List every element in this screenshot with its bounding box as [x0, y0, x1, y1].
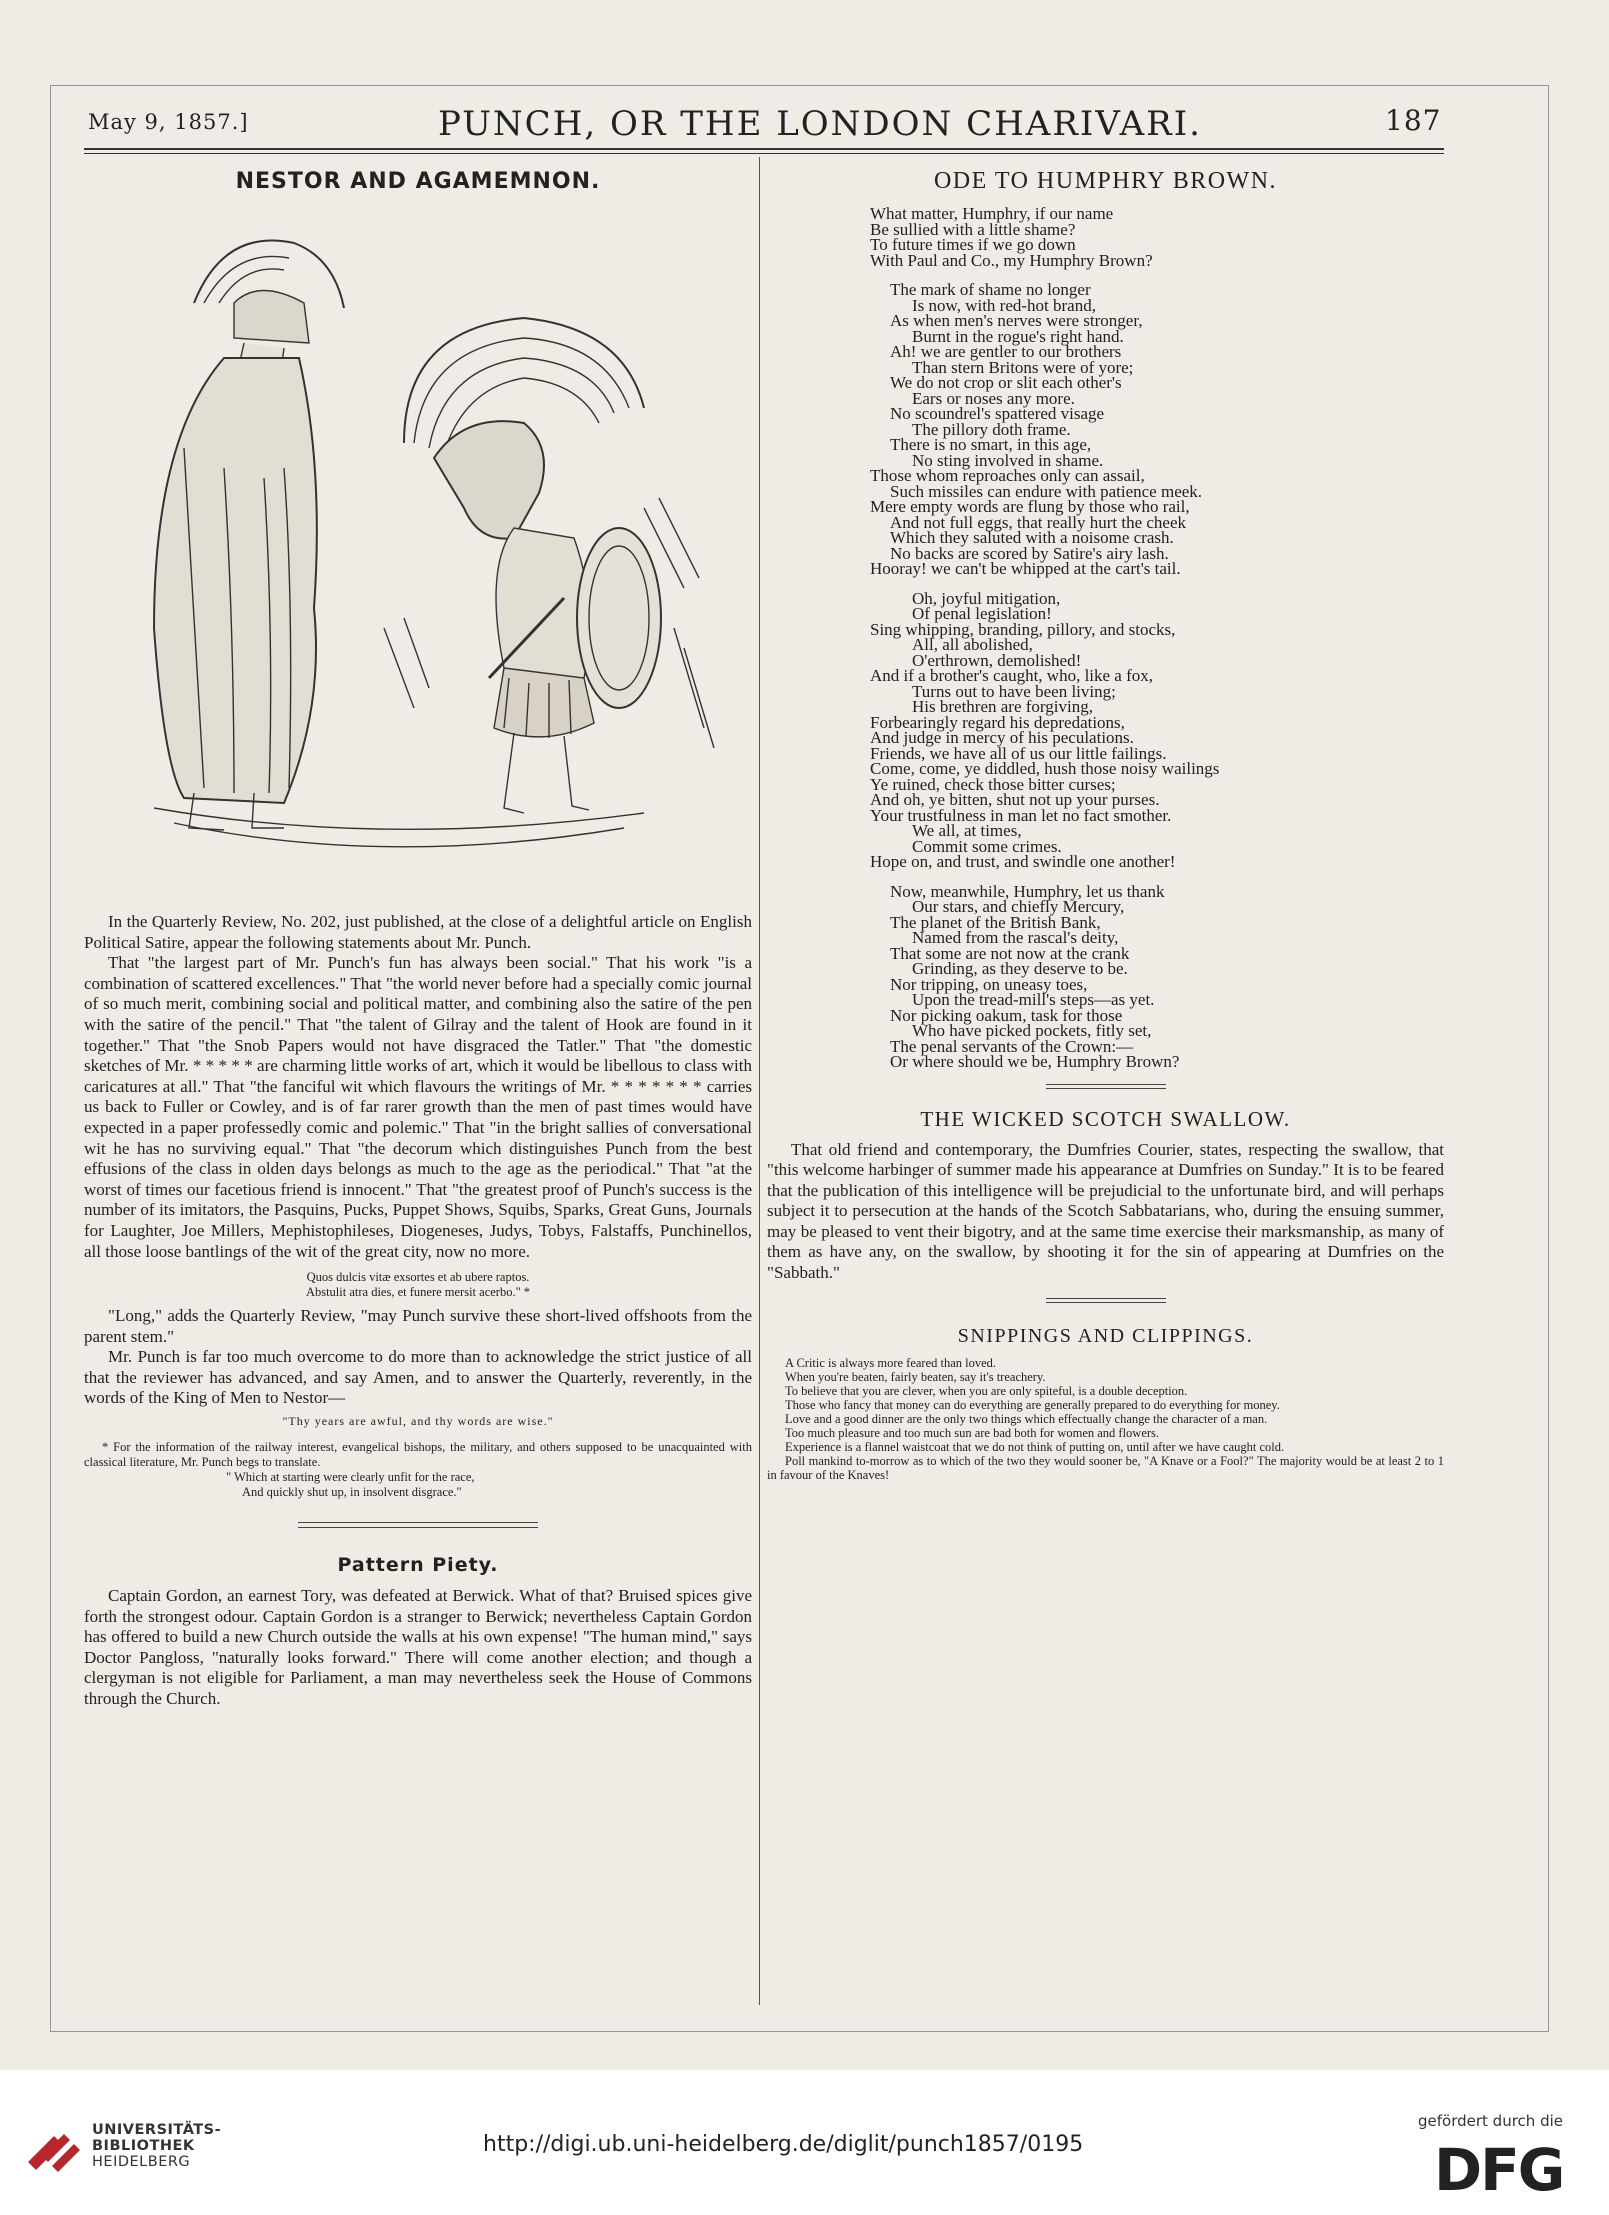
- verse-line: Nor tripping, on uneasy toes,: [890, 974, 1088, 994]
- snippings-list: [767, 1356, 1444, 1482]
- verse-line: Grinding, as they deserve to be.: [912, 959, 1128, 978]
- header-page-number: 187: [1385, 104, 1442, 137]
- paragraph: That "the largest part of Mr. Punch's fun has always been social." That his work "is a combination of scattered excellences." That "the world never before had a specially comic journal of so much merit, combining social and political matter, and combining also the satire of the pen with the satire of the pencil." That "the talent of Gilray and the talent of Hook are found in it together." That "the Snob Papers would not have disgraced the Tatler." That "the domestic sketches of Mr. * * * * * are charming little works of art, which it would be libellous to class with caricatures at all." That "the fanciful wit which flavours the writings of Mr. * * * * * * * carries us back to Fuller or Cowley, and is of far rarer growth than the men of past times would have expected in a paper professedly comic and polemic." That "in the bright sallies of conversational wit he has no surviving equal." That "the decorum which distinguishes Punch from the best effusions of the class in olden days belongs as much to the age as the periodical." That "at the worst of times our facetious friend is innocent." That "the greatest proof of Punch's success is the number of its imitators, the Pasquins, Pucks, Puppet Shows, Squibs, Sparks, Great Guns, Journals for Laughter, Joe Millers, Mephistophileses, Diogeneses, Judys, Tobys, Falstaffs, Punchinellos, all those loose bantlings of the wit of the great city, now no more.: [84, 953, 752, 1261]
- paragraph: Captain Gordon, an earnest Tory, was defeated at Berwick. What of that? Bruised spices give forth the strongest odour. Captain Gordon is a stranger to Berwick; nevertheless Captain Gordon has offered to build a new Church outside the walls at his own expense! "The human mind," says Doctor Pangloss, "naturally looks forward." There will come another election; and though a clergyman is not eligible for Parliament, a man may nevertheless seek the House of Commons through the Church.: [84, 1586, 752, 1709]
- verse-line: What matter, Humphry, if our name: [870, 204, 1114, 223]
- verse-line: Who have picked pockets, fitly set,: [912, 1021, 1152, 1040]
- verse-line: And not full eggs, that really hurt the cheek: [890, 512, 1186, 532]
- verse-line: There is no smart, in this age,: [890, 435, 1092, 454]
- snippings-title: SNIPPINGS AND CLIPPINGS.: [957, 1324, 1254, 1347]
- motto-line: "Thy years are awful, and thy words are wise.": [282, 1414, 554, 1429]
- snipping-item: Those who fancy that money can do everything are generally prepared to do everything for money.: [785, 1397, 1280, 1412]
- verse-line: Than stern Britons were of yore;: [912, 357, 1134, 377]
- library-name-line: BIBLIOTHEK: [92, 2138, 195, 2154]
- swallow-body: [767, 1140, 1444, 1284]
- snipping-item: To believe that you are clever, when you are only spiteful, is a double deception.: [785, 1383, 1188, 1398]
- ode-stanza: [870, 588, 1444, 871]
- article-title-nestor: NESTOR AND AGAMEMNON.: [235, 169, 601, 194]
- snipping-item: When you're beaten, fairly beaten, say it's treachery.: [785, 1369, 1046, 1384]
- left-column: [84, 162, 752, 1710]
- swallow-title: THE WICKED SCOTCH SWALLOW.: [920, 1106, 1291, 1131]
- verse-line: His brethren are forgiving,: [912, 697, 1093, 716]
- verse-line: Now, meanwhile, Humphry, let us thank: [890, 881, 1165, 901]
- verse-line: Those whom reproaches only can assail,: [870, 466, 1145, 485]
- verse-line: Commit some crimes.: [912, 836, 1062, 856]
- verse-line: No backs are scored by Satire's airy lash.: [890, 543, 1169, 563]
- verse-line: And judge in mercy of his peculations.: [870, 728, 1134, 747]
- verse-line: Which they saluted with a noisome crash.: [890, 528, 1174, 547]
- header-rule: [84, 148, 1444, 150]
- ode-title: ODE TO HUMPHRY BROWN.: [933, 168, 1278, 194]
- snipping-item: A Critic is always more feared than loved.: [785, 1355, 997, 1370]
- article-title-pattern-piety: Pattern Piety.: [337, 1554, 499, 1577]
- latin-line: Quos dulcis vitæ exsortes et ab ubere raptos.: [306, 1270, 530, 1285]
- verse-line: The planet of the British Bank,: [890, 912, 1101, 932]
- verse-line: Sing whipping, branding, pillory, and stocks,: [870, 619, 1176, 639]
- verse-line: Turns out to have been living;: [912, 681, 1116, 701]
- latin-line: Abstulit atra dies, et funere mersit acerbo." *: [305, 1285, 531, 1300]
- paragraph: That old friend and contemporary, the Dumfries Courier, states, respecting the swallow, that "this welcome harbinger of summer made his appearance at Dumfries on Sunday." It is to be feared that the publication of this intelligence will be prejudicial to the unfortunate bird, and will perhaps subject it to persecution at the hands of the Scotch Sabbatarians, who, during the ensuing summer, may be pleased to vent their bigotry, and at the same time exercise their marksmanship, as many of them as have any, on the swallow, by shooting it for the sin of appearing at Dumfries on the "Sabbath.": [767, 1139, 1444, 1283]
- verse-line: The mark of shame no longer: [890, 280, 1091, 299]
- verse-line: Your trustfulness in man let no fact smother.: [870, 805, 1172, 825]
- verse-line: Such missiles can endure with patience meek.: [890, 481, 1203, 501]
- verse-line: Or where should we be, Humphry Brown?: [890, 1052, 1180, 1071]
- verse-line: Ye ruined, check those bitter curses;: [870, 774, 1116, 794]
- footnote-verse: [84, 1470, 752, 1500]
- verse-line: The penal servants of the Crown:—: [890, 1036, 1134, 1056]
- verse-line: Upon the tread-mill's steps—as yet.: [912, 990, 1155, 1009]
- footnote-verse-line: " Which at starting were clearly unfit for the race,: [226, 1470, 475, 1485]
- verse-line: Nor picking oakum, task for those: [890, 1005, 1123, 1025]
- snipping-item: Too much pleasure and too much sun are bad both for women and flowers.: [785, 1425, 1160, 1440]
- footnote: [84, 1440, 752, 1470]
- latin-quote: [84, 1270, 752, 1300]
- library-logo-icon: [24, 2120, 84, 2180]
- verse-line: That some are not now at the crank: [890, 943, 1130, 963]
- verse-line: Hope on, and trust, and swindle one another!: [870, 852, 1176, 871]
- cartoon-illustration: [84, 208, 752, 906]
- library-name-line: UNIVERSITÄTS-: [92, 2122, 222, 2138]
- section-divider: [1046, 1302, 1166, 1303]
- verse-line: All, all abolished,: [912, 635, 1033, 654]
- verse-line: And if a brother's caught, who, like a fox,: [870, 666, 1154, 685]
- source-url-link[interactable]: http://digi.ub.uni-heidelberg.de/diglit/punch1857/0195: [483, 2132, 1084, 2157]
- header-rule-thin: [84, 153, 1444, 154]
- verse-line: Hooray! we can't be whipped at the cart's tail.: [870, 559, 1181, 578]
- section-divider: [1046, 1088, 1166, 1089]
- verse-line: We all, at times,: [912, 821, 1022, 840]
- column-rule: [759, 157, 760, 2005]
- verse-line: With Paul and Co., my Humphry Brown?: [870, 250, 1153, 270]
- snipping-item: Experience is a flannel waistcoat that we do not think of putting on, until after we have caught cold.: [785, 1439, 1285, 1454]
- verse-line: Oh, joyful mitigation,: [912, 588, 1061, 608]
- verse-line: And oh, ye bitten, shut not up your purses.: [870, 790, 1160, 809]
- verse-line: No scoundrel's spattered visage: [890, 404, 1105, 423]
- verse-line: O'erthrown, demolished!: [912, 650, 1082, 670]
- section-divider: [298, 1522, 538, 1523]
- dfg-logo-icon: [1432, 2138, 1590, 2196]
- nestor-article-body-2: [84, 1306, 752, 1409]
- paragraph: In the Quarterly Review, No. 202, just published, at the close of a delightful article on English Political Satire, appear the following statements about Mr. Punch.: [84, 912, 752, 952]
- verse-line: To future times if we go down: [870, 235, 1076, 254]
- funding-caption: gefördert durch die: [1418, 2112, 1563, 2130]
- ode-stanza: [870, 206, 1444, 268]
- dfg-logo-text: DFG: [1434, 2138, 1564, 2196]
- verse-line: Our stars, and chiefly Mercury,: [912, 897, 1125, 916]
- verse-line: We do not crop or slit each other's: [890, 373, 1122, 392]
- verse-line: Ears or noses any more.: [912, 388, 1075, 408]
- verse-line: Be sullied with a little shame?: [870, 219, 1076, 239]
- section-divider: [298, 1527, 538, 1528]
- footnote-text: * For the information of the railway interest, evangelical bishops, the military, and others supposed to be unacquainted with classical literature, Mr. Punch begs to translate.: [84, 1440, 752, 1470]
- verse-line: Burnt in the rogue's right hand.: [912, 326, 1124, 346]
- header-title: PUNCH, OR THE LONDON CHARIVARI.: [438, 104, 1202, 144]
- verse-line: Of penal legislation!: [912, 604, 1052, 623]
- right-column: [767, 162, 1444, 1482]
- verse-line: Named from the rascal's deity,: [912, 928, 1119, 947]
- paragraph: Mr. Punch is far too much overcome to do more than to acknowledge the strict justice of all that the reviewer has advanced, and say Amen, and to answer the Quarterly, reverently, in the words of the King of Men to Nestor—: [84, 1347, 752, 1408]
- verse-line: Friends, we have all of us our little failings.: [870, 743, 1167, 763]
- ode-stanza: [870, 881, 1444, 1071]
- verse-line: As when men's nerves were stronger,: [890, 311, 1143, 330]
- verse-line: Come, come, ye diddled, hush those noisy wailings: [870, 759, 1220, 778]
- ode-stanza: [870, 282, 1444, 577]
- snipping-item: Poll mankind to-morrow as to which of the two they would sooner be, "A Knave or a Fool?" The majority would be at least 2 to 1 in favour of the Knaves!: [767, 1453, 1444, 1482]
- section-divider: [1046, 1084, 1166, 1085]
- ode-verse: [767, 206, 1444, 1070]
- paragraph: "Long," adds the Quarterly Review, "may Punch survive these short-lived offshoots from the parent stem.": [84, 1306, 752, 1346]
- verse-line: The pillory doth frame.: [912, 419, 1071, 439]
- verse-line: No sting involved in shame.: [912, 450, 1104, 470]
- nestor-article-body: [84, 912, 752, 1262]
- verse-line: Ah! we are gentler to our brothers: [890, 342, 1122, 361]
- pattern-piety-body: [84, 1586, 752, 1710]
- verse-line: Forbearingly regard his depredations,: [870, 712, 1125, 732]
- verse-line: Is now, with red-hot brand,: [912, 295, 1096, 315]
- snipping-item: Love and a good dinner are the only two things which effectually change the character of a man.: [785, 1411, 1268, 1426]
- library-name-line: HEIDELBERG: [92, 2154, 191, 2170]
- footnote-verse-line: And quickly shut up, in insolvent disgrace.": [242, 1485, 462, 1500]
- verse-line: Mere empty words are flung by those who rail,: [870, 497, 1190, 516]
- header-date: May 9, 1857.]: [88, 110, 249, 134]
- library-name: [92, 2122, 221, 2170]
- section-divider: [1046, 1298, 1166, 1299]
